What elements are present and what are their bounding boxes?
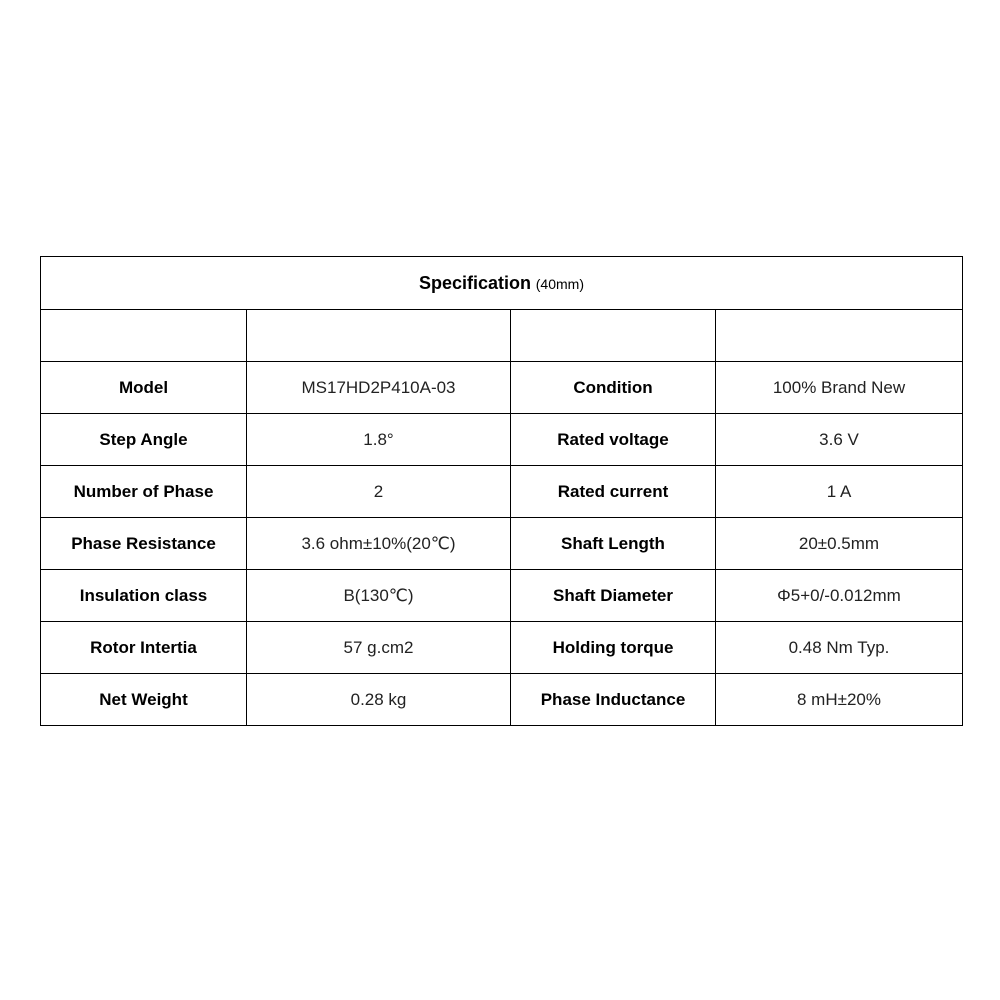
spec-value: 8 mH±20% [716,674,963,726]
spec-value: 2 [247,466,511,518]
table-row [41,414,963,466]
spec-label: Rated current [511,466,716,518]
table-title [41,257,963,310]
table-row [41,570,963,622]
spec-label: Phase Inductance [511,674,716,726]
spec-value: 1.8° [247,414,511,466]
spec-label: Holding torque [511,622,716,674]
spec-label: Step Angle [41,414,247,466]
spec-label: Insulation class [41,570,247,622]
spec-value: Φ5+0/-0.012mm [716,570,963,622]
title-sub: (40mm) [535,275,584,292]
table-row [41,466,963,518]
spec-value: MS17HD2P410A-03 [247,362,511,414]
title-row [41,257,963,310]
spec-value: 3.6 ohm±10%(20℃) [247,518,511,570]
title-main: Specification [419,272,532,293]
table-row [41,622,963,674]
empty-cell [41,310,247,362]
spec-label: Shaft Length [511,518,716,570]
table-row [41,518,963,570]
table-row [41,362,963,414]
table-row [41,674,963,726]
empty-cell [247,310,511,362]
spec-value: 100% Brand New [716,362,963,414]
spec-label: Net Weight [41,674,247,726]
spec-label: Model [41,362,247,414]
empty-row [41,310,963,362]
spec-label: Condition [511,362,716,414]
empty-cell [716,310,963,362]
spec-value: 0.28 kg [247,674,511,726]
spec-value: B(130℃) [247,570,511,622]
spec-label: Rated voltage [511,414,716,466]
spec-value: 1 A [716,466,963,518]
spec-value: 20±0.5mm [716,518,963,570]
spec-value: 3.6 V [716,414,963,466]
empty-cell [511,310,716,362]
spec-label: Rotor Intertia [41,622,247,674]
spec-label: Shaft Diameter [511,570,716,622]
specification-table [40,256,963,726]
spec-label: Number of Phase [41,466,247,518]
spec-value: 0.48 Nm Typ. [716,622,963,674]
spec-value: 57 g.cm2 [247,622,511,674]
spec-label: Phase Resistance [41,518,247,570]
